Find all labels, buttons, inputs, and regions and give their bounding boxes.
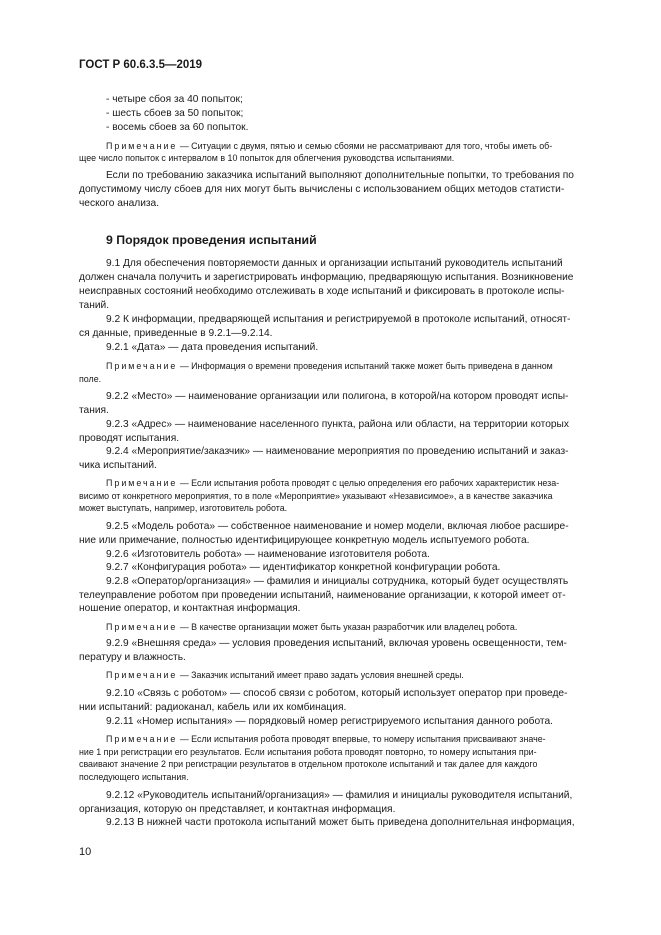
paragraph-line: 9.2.6 «Изготовитель робота» — наименование изготовителя робота.	[106, 549, 430, 560]
paragraph-line: 9.2.4 «Мероприятие/заказчик» — наименование мероприятия по проведению испытаний и заказ-	[106, 446, 569, 457]
note-line: ние 1 при регистрации его результатов. Если испытания робота проводят повторно, то номеру испытания при-	[79, 747, 537, 757]
paragraph-line: допустимому числу сбоев для них могут быть вычислены с использованием общих методов статисти-	[79, 184, 565, 195]
paragraph-line: пературу и влажность.	[79, 652, 186, 663]
paragraph-line: 9.2.1 «Дата» — дата проведения испытаний.	[106, 342, 319, 353]
note-text: — В качестве организации может быть указан разработчик или владелец робота.	[177, 622, 518, 632]
note-text: — Если испытания робота проводят впервые, то номеру испытания присваивают значе-	[177, 734, 546, 744]
list-item: - шесть сбоев за 50 попыток;	[106, 108, 244, 119]
note-line: сваивают значение 2 при регистрации результатов в отдельном протоколе испытаний и так далее для каждого	[79, 759, 538, 769]
note-label: Примечание	[106, 141, 178, 151]
note-line	[106, 361, 553, 371]
note-line: висимо от конкретного мероприятия, то в поле «Мероприятие» указывают «Независимое», а в качестве заказчика	[79, 491, 553, 501]
paragraph-line: Если по требованию заказчика испытаний выполняют дополнительные попытки, то требования по	[106, 170, 574, 181]
note-line	[106, 622, 517, 632]
paragraph-line: проводят испытания.	[79, 433, 180, 444]
section-heading: 9 Порядок проведения испытаний	[106, 233, 317, 247]
document-header: ГОСТ Р 60.6.3.5—2019	[79, 59, 203, 71]
note-line	[106, 141, 552, 151]
paragraph-line: 9.1 Для обеспечения повторяемости данных и организации испытаний руководитель испытаний	[106, 258, 563, 269]
note-label: Примечание	[106, 734, 178, 744]
list-item: - четыре сбоя за 40 попыток;	[106, 94, 243, 105]
paragraph-line: 9.2.7 «Конфигурация робота» — идентификатор конкретной конфигурации робота.	[106, 562, 501, 573]
paragraph-line: 9.2.11 «Номер испытания» — порядковый номер регистрируемого испытания данного робота.	[106, 716, 553, 727]
note-text: — Если испытания робота проводят с целью определения его рабочих характеристик неза-	[177, 478, 560, 488]
paragraph-line: неисправных состояний необходимо отслеживать в ходе испытаний и фиксировать в протоколе испы-	[79, 286, 565, 297]
note-text: — Информация о времени проведения испытаний также может быть приведена в данном	[177, 361, 553, 371]
note-label: Примечание	[106, 622, 178, 632]
paragraph-line: 9.2.3 «Адрес» — наименование населенного пункта, района или области, на территории которых	[106, 419, 569, 430]
paragraph-line: ние или примечание, полностью идентифицирующее конкретную модель испытуемого робота.	[79, 535, 530, 546]
note-line: щее число попыток с интервалом в 10 попыток для облегчения руководства испытаниями.	[79, 153, 455, 163]
paragraph-line: 9.2.13 В нижней части протокола испытаний может быть приведена дополнительная информация,	[106, 817, 575, 828]
paragraph-line: организация, которую он представляет, и контактная информация.	[79, 804, 396, 815]
note-label: Примечание	[106, 670, 178, 680]
note-line: может выступать, например, изготовитель робота.	[79, 503, 288, 513]
note-line	[106, 478, 559, 488]
note-line	[106, 734, 546, 744]
note-text: — Заказчик испытаний имеет право задать условия внешней среды.	[177, 670, 464, 680]
paragraph-line: ся данные, приведенные в 9.2.1—9.2.14.	[79, 328, 273, 339]
paragraph-line: тания.	[79, 405, 109, 416]
note-text: — Ситуации с двумя, пятью и семью сбоями не рассматривают для того, чтобы иметь об-	[177, 141, 553, 151]
paragraph-line: чика испытаний.	[79, 460, 157, 471]
paragraph-line: должен сначала получить и зарегистрировать информацию, предваряющую испытания. Возникновение	[79, 272, 574, 283]
paragraph-line: 9.2.5 «Модель робота» — собственное наименование и номер модели, включая любое расшире-	[106, 521, 569, 532]
note-line: последующего испытания.	[79, 772, 189, 782]
paragraph-line: 9.2.2 «Место» — наименование организации или полигона, в которой/на котором проводят испы-	[106, 391, 569, 402]
paragraph-line: 9.2.8 «Оператор/организация» — фамилия и инициалы сотрудника, который будет осуществлять	[106, 576, 569, 587]
note-label: Примечание	[106, 361, 178, 371]
paragraph-line: таний.	[79, 300, 110, 311]
paragraph-line: ношение оператор, и контактная информация.	[79, 603, 301, 614]
paragraph-line: ческого анализа.	[79, 198, 160, 209]
list-item: - восемь сбоев за 60 попыток.	[106, 122, 249, 133]
page-number: 10	[79, 846, 92, 858]
note-line	[106, 670, 464, 680]
paragraph-line: 9.2 К информации, предваряющей испытания и регистрируемой в протоколе испытаний, относят-	[106, 314, 571, 325]
note-line: поле.	[79, 374, 102, 384]
paragraph-line: телеуправление роботом при проведении испытаний, наименование организации, к которой имеет от-	[79, 590, 566, 601]
note-label: Примечание	[106, 478, 178, 488]
paragraph-line: 9.2.10 «Связь с роботом» — способ связи с роботом, который использует оператор при проведе-	[106, 688, 568, 699]
paragraph-line: 9.2.9 «Внешняя среда» — условия проведения испытаний, включая уровень освещенности, тем-	[106, 638, 567, 649]
paragraph-line: нии испытаний: радиоканал, кабель или их комбинация.	[79, 702, 347, 713]
paragraph-line: 9.2.12 «Руководитель испытаний/организация» — фамилия и инициалы руководителя испытаний,	[106, 790, 573, 801]
